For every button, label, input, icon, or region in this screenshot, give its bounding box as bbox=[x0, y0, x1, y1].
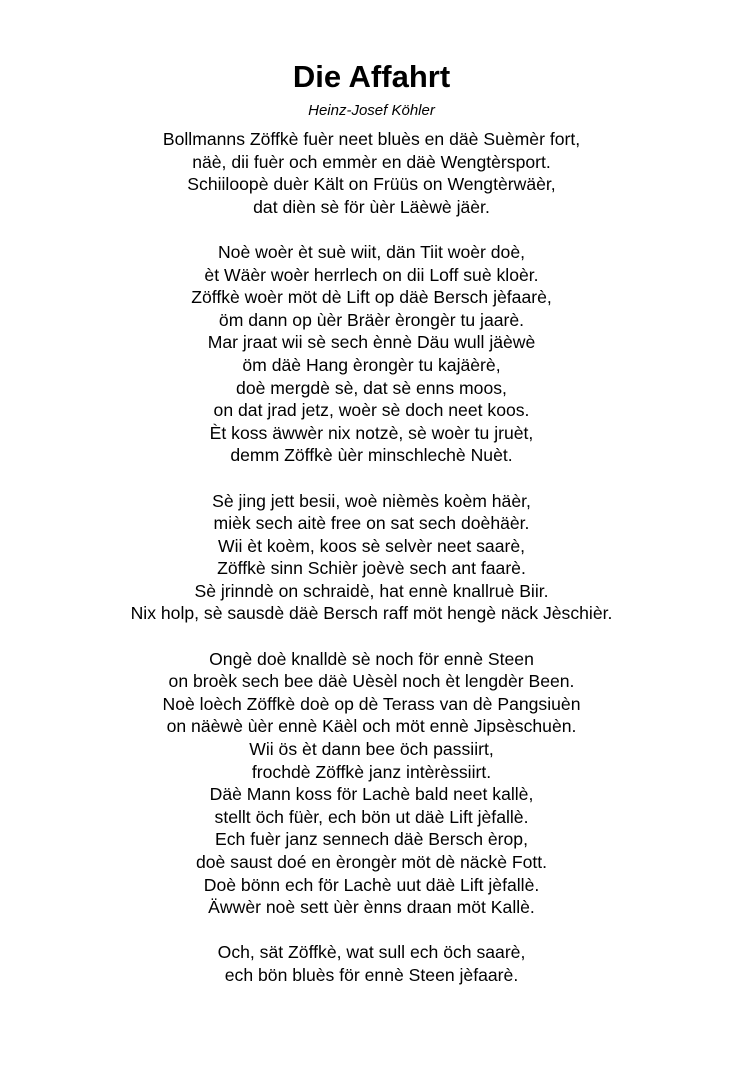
poem-line: on broèk sech bee däè Uèsèl noch èt lengdèr Been. bbox=[168, 671, 575, 692]
poem-body bbox=[0, 128, 743, 1009]
poem-title: Die Affahrt bbox=[292, 59, 451, 94]
poem-line: Sè jrinndè on schraidè, hat ennè knallruè Biir. bbox=[194, 580, 549, 601]
poem-line: Och, sät Zöffkè, wat sull ech öch saarè, bbox=[217, 942, 526, 963]
poem-line: stellt öch füèr, ech bön ut däè Lift jèfallè. bbox=[214, 806, 529, 827]
poem-line: èt Wäèr woèr herrlech on dii Loff suè kloèr. bbox=[204, 264, 539, 285]
poem-line: dat dièn sè för ùèr Läèwè jäèr. bbox=[253, 196, 490, 217]
poem-line: ech bön bluès för ennè Steen jèfaarè. bbox=[224, 964, 519, 985]
poem-line: Däè Mann koss för Lachè bald neet kallè, bbox=[209, 784, 534, 805]
poem-line: Doè bönn ech för Lachè uut däè Lift jèfallè. bbox=[203, 874, 540, 895]
poem-line: Wii ös èt dann bee öch passiirt, bbox=[249, 739, 494, 760]
poem-line: Wii èt koèm, koos sè selvèr neet saarè, bbox=[217, 535, 526, 556]
poem-line: doè saust doé en èrongèr möt dè näckè Fott. bbox=[195, 852, 548, 872]
poem-stanza bbox=[0, 648, 743, 919]
poem-stanza bbox=[0, 241, 743, 467]
poem-line: öm dann op ùèr Bräèr èrongèr tu jaarè. bbox=[218, 309, 525, 330]
poem-line: Èt koss äwwèr nix notzè, sè woèr tu jruèt, bbox=[209, 422, 534, 443]
poem-line: Nix holp, sè sausdè däè Bersch raff möt hengè näck Jèschièr. bbox=[130, 603, 613, 624]
poem-author: Heinz-Josef Köhler bbox=[308, 102, 435, 119]
poem-line: doè mergdè sè, dat sè enns moos, bbox=[236, 377, 507, 398]
poem-line: Schiiloopè duèr Kält on Früüs on Wengtèrwäèr, bbox=[187, 174, 556, 195]
poem-line: näè, dii fuèr och emmèr en däè Wengtèrsport. bbox=[192, 151, 551, 172]
poem-line: Ech fuèr janz sennech däè Bersch èrop, bbox=[215, 829, 528, 850]
poem-stanza bbox=[0, 490, 743, 626]
poem-line: Äwwèr noè sett ùèr ènns draan möt Kallè. bbox=[208, 897, 535, 918]
poem-line: öm däè Hang èrongèr tu kajäèrè, bbox=[242, 354, 501, 375]
poem-stanza bbox=[0, 941, 743, 986]
poem-line: Bollmanns Zöffkè fuèr neet bluès en däè Suèmèr fort, bbox=[162, 129, 581, 149]
poem-line: Zöffkè woèr möt dè Lift op däè Bersch jèfaarè, bbox=[191, 287, 552, 308]
poem-line: on näèwè ùèr ennè Käèl och möt ennè Jipsèschuèn. bbox=[166, 716, 577, 737]
poem-stanza bbox=[0, 128, 743, 218]
poem-line: Zöffkè sinn Schièr joèvè sech ant faarè. bbox=[217, 558, 526, 579]
poem-line: Noè woèr èt suè wiit, dän Tiit woèr doè, bbox=[217, 241, 526, 262]
poem-line: frochdè Zöffkè janz intèrèssiirt. bbox=[251, 761, 492, 782]
poem-line: mièk sech aitè free on sat sech doèhäèr. bbox=[213, 513, 530, 534]
poem-line: Mar jraat wii sè sech ènnè Däu wull jäèwè bbox=[207, 332, 536, 353]
poem-line: Ongè doè knalldè sè noch för ennè Steen bbox=[209, 648, 534, 669]
poem-line: Noè loèch Zöffkè doè op dè Terass van dè Pangsiuèn bbox=[162, 693, 581, 714]
poem-line: on dat jrad jetz, woèr sè doch neet koos. bbox=[213, 400, 530, 421]
poem-line: demm Zöffkè ùèr minschlechè Nuèt. bbox=[230, 445, 513, 466]
poem-line: Sè jing jett besii, woè nièmès koèm häèr, bbox=[212, 490, 531, 511]
